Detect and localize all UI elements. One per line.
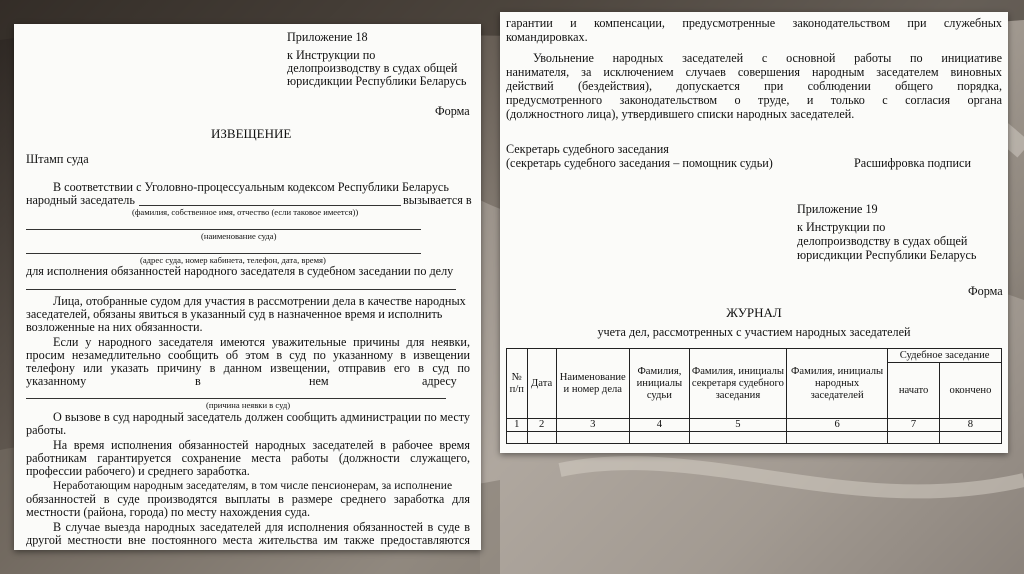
col-number-header: № п/п xyxy=(507,349,528,419)
col-secretary-header: Фамилия, инициалы секретаря судебного заседания xyxy=(689,349,786,419)
signature-decoding: Расшифровка подписи xyxy=(854,156,971,170)
caption-address: (адрес суда, номер кабинета, телефон, дата, время) xyxy=(140,255,326,265)
appendix-18-ref-1: к Инструкции по xyxy=(287,48,376,62)
col-session-header: Судебное заседание xyxy=(888,349,1002,363)
table-cell xyxy=(888,432,940,444)
appendix-19-ref-2: делопроизводству в судах общей xyxy=(797,234,968,248)
paragraph-5-line-2: работникам гарантируется сохранение места работы (должности служащего, xyxy=(26,451,470,465)
dismissal-line-5: (должностного лица), утвердившего списки народных заседателей. xyxy=(506,107,855,121)
form-label-19: Форма xyxy=(968,284,1003,298)
journal-table xyxy=(506,348,1002,444)
paragraph-1-line-2b: вызывается в xyxy=(403,193,472,207)
caption-name: (фамилия, собственное имя, отчество (если таковое имеется)) xyxy=(132,207,359,217)
court-name-field xyxy=(26,229,421,230)
col-judge-header: Фамилия, инициалы судьи xyxy=(629,349,689,419)
table-cell xyxy=(786,432,887,444)
journal-subtitle: учета дел, рассмотренных с участием народных заседателей xyxy=(597,325,911,339)
paragraph-6-line-2: обязанностей в суде производятся выплаты в размере среднего заработка для xyxy=(26,492,470,506)
right-document-page xyxy=(500,12,1008,453)
appendix-18-title: Приложение 18 xyxy=(287,30,368,44)
form-label: Форма xyxy=(435,104,470,118)
caption-court: (наименование суда) xyxy=(201,231,277,241)
paragraph-3-line-3: телефону или указать причину в данном извещении, отправив его в суд по xyxy=(26,361,470,375)
col-date-header: Дата xyxy=(527,349,556,419)
guarantees-line-1: гарантии и компенсации, предусмотренные законодательством при служебных xyxy=(506,16,1002,30)
col-case-header: Наименование и номер дела xyxy=(556,349,629,419)
caption-reason: (причина неявки в суд) xyxy=(206,400,291,410)
table-cell xyxy=(507,432,528,444)
table-cell: 6 xyxy=(786,419,887,432)
paragraph-4-line-2: работы. xyxy=(26,423,67,437)
paragraph-2-line-2: заседателей, обязаны явиться в указанный суд в назначенное время и исполнить xyxy=(26,307,443,321)
appendix-18-ref-2: делопроизводству в судах общей xyxy=(287,61,458,75)
table-cell xyxy=(556,432,629,444)
paragraph-5-line-1: На время исполнения обязанностей народных заседателей в рабочее время xyxy=(53,438,470,452)
paragraph-5-line-3: профессии рабочего) и среднего заработка. xyxy=(26,464,250,478)
secretary-title-2: (секретарь судебного заседания – помощник судьи) xyxy=(506,156,773,170)
col-start-header: начато xyxy=(888,363,940,419)
left-document-page xyxy=(14,24,481,550)
paragraph-3-word-4: адресу xyxy=(422,374,457,388)
table-cell: 4 xyxy=(629,419,689,432)
paragraph-3-word-3: нем xyxy=(309,374,329,388)
paragraph-3-word-1: указанному xyxy=(26,374,87,388)
table-cell xyxy=(689,432,786,444)
table-cell: 3 xyxy=(556,419,629,432)
appendix-19-ref-3: юрисдикции Республики Беларусь xyxy=(797,248,977,262)
assessor-name-field xyxy=(139,205,401,206)
paragraph-7-line-2: другой местности вне постоянного места жительства им также предоставляются xyxy=(26,533,470,547)
dismissal-line-3: действий (бездействия), допускается при соблюдении общего порядка, xyxy=(506,79,1002,93)
dismissal-line-2: нанимателя, за исключением случаев совершения народным заседателем виновных xyxy=(506,65,1002,79)
guarantees-line-2: командировках. xyxy=(506,30,588,44)
table-cell xyxy=(527,432,556,444)
paragraph-6-line-1: Неработающим народным заседателям, в том числе пенсионерам, за исполнение xyxy=(53,479,453,492)
journal-title: ЖУРНАЛ xyxy=(726,305,782,320)
paragraph-6-line-3: местности (района, города) по месту нахождения суда. xyxy=(26,505,311,519)
paragraph-2-line-3: возложенные на них обязанности. xyxy=(26,320,203,334)
paragraph-4-line-1: О вызове в суд народный заседатель должен сообщить администрации по месту xyxy=(53,410,470,424)
table-cell: 5 xyxy=(689,419,786,432)
dismissal-line-1: Увольнение народных заседателей с основной работы по инициативе xyxy=(533,51,1002,65)
notice-title: ИЗВЕЩЕНИЕ xyxy=(211,126,292,141)
appendix-19-ref-1: к Инструкции по xyxy=(797,220,886,234)
paragraph-1-line-2a: народный заседатель xyxy=(26,193,135,207)
col-assessors-header: Фамилия, инициалы народных заседателей xyxy=(786,349,887,419)
table-empty-row xyxy=(507,432,1002,444)
table-cell xyxy=(939,432,1001,444)
paragraph-3-line-2: просим незамедлительно сообщить об этом в суд по указанному в извещении xyxy=(26,348,470,362)
paragraph-1-line-1: В соответствии с Уголовно-процессуальным кодексом Республики Беларусь xyxy=(53,180,449,194)
appendix-18-ref-3: юрисдикции Республики Беларусь xyxy=(287,74,467,88)
reason-field xyxy=(26,398,446,399)
court-address-field xyxy=(26,253,421,254)
table-cell: 8 xyxy=(939,419,1001,432)
paragraph-3-word-2: в xyxy=(195,374,201,388)
table-cell: 7 xyxy=(888,419,940,432)
secretary-title-1: Секретарь судебного заседания xyxy=(506,142,669,156)
paragraph-3-line-1: Если у народного заседателя имеются уважительные причины для неявки, xyxy=(53,335,470,349)
paragraph-2-line-1: Лица, отобранные судом для участия в рассмотрении дела в качестве народных xyxy=(53,294,466,308)
case-field xyxy=(26,289,456,290)
paragraph-7-line-1: В случае выезда народных заседателей для исполнения обязанностей в суде в xyxy=(53,520,470,534)
dismissal-line-4: предусмотренного законодательством о труде, и только с согласия органа xyxy=(506,93,1002,107)
table-cell: 2 xyxy=(527,419,556,432)
appendix-19-title: Приложение 19 xyxy=(797,202,878,216)
table-cell xyxy=(629,432,689,444)
col-end-header: окончено xyxy=(939,363,1001,419)
table-cell: 1 xyxy=(507,419,528,432)
stamp-label: Штамп суда xyxy=(26,152,89,166)
table-number-row xyxy=(507,419,1002,432)
paragraph-1-last: для исполнения обязанностей народного заседателя в судебном заседании по делу xyxy=(26,264,454,278)
